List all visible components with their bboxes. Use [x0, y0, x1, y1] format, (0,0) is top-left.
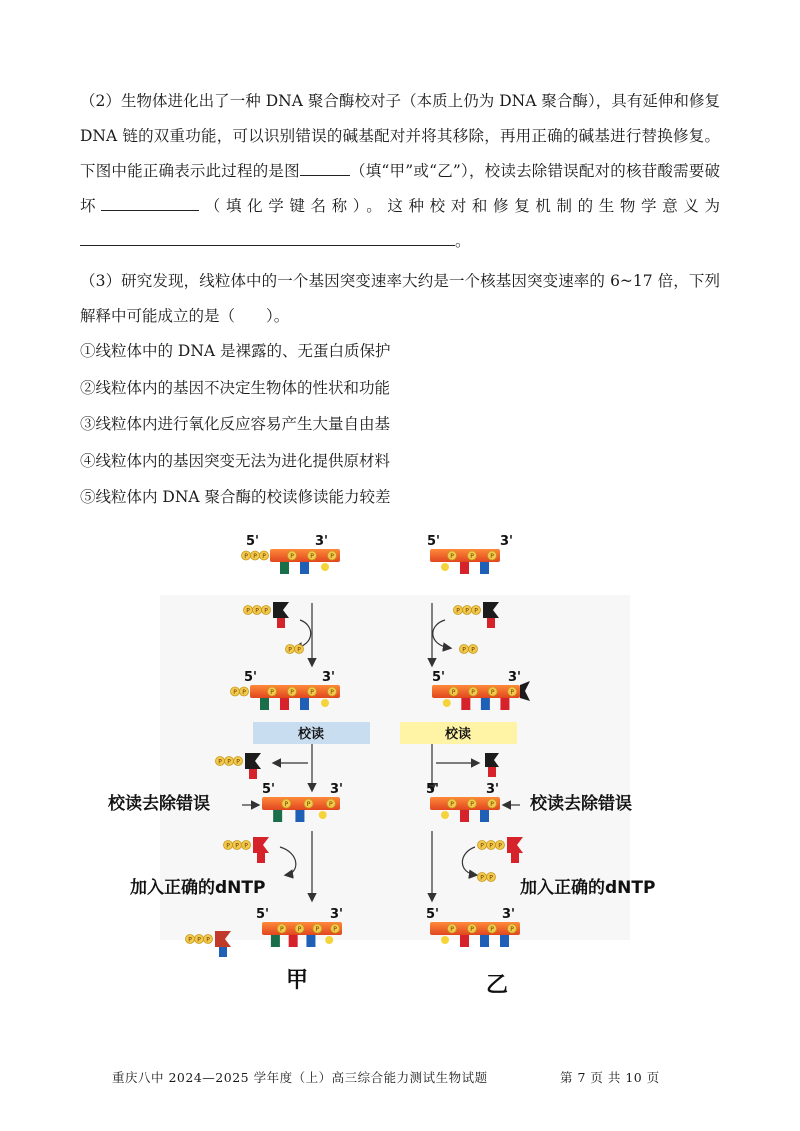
jia-proofread-label: 校读 — [297, 727, 325, 742]
jia-correct-nucleotide-p-0-label: P — [226, 842, 230, 850]
jia-top-3prime: 3' — [315, 534, 329, 549]
yi-bottom-5prime: 5' — [426, 907, 440, 922]
jia-top-strand-base-2 — [321, 563, 329, 571]
yi-top-strand-phosphate-0-label: P — [450, 553, 454, 560]
jia-step3-strand-base-0 — [273, 810, 282, 822]
jia-final-nucleotide-p-0-label: P — [188, 936, 192, 944]
jia-removed-nucleotide-p-1-label: P — [227, 758, 231, 766]
jia-step2-strand-lead-p-0-label: P — [242, 689, 246, 696]
yi-step3-5prime: 5' — [426, 782, 440, 797]
jia-correct-nucleotide-p-2-label: P — [244, 842, 248, 850]
yi-remove-error-label: 校读去除错误 — [530, 794, 632, 814]
jia-step2-strand-base-2 — [300, 698, 309, 710]
yi-step3-strand-phosphate-0-label: P — [450, 801, 454, 808]
jia-incoming-nucleotide-base — [277, 618, 285, 628]
jia-incoming-nucleotide-p-2-label: P — [264, 607, 268, 615]
footer-school: 重庆八中 2024—2025 学年度（上）高三综合能力测试生物试题 — [112, 1070, 488, 1085]
jia-remove-error-label: 校读去除错误 — [108, 794, 210, 814]
jia-incoming-nucleotide-p-0-label: P — [246, 607, 250, 615]
yi-top-strand-phosphate-1-label: P — [470, 553, 474, 560]
yi-step2-strand-phosphate-1-label: P — [471, 689, 475, 696]
yi-bottom-3prime: 3' — [502, 907, 516, 922]
jia-bottom-3prime: 3' — [330, 907, 344, 922]
yi-step3-3prime: 3' — [486, 782, 500, 797]
yi-step3-strand-phosphate-1-label: P — [470, 801, 474, 808]
yi-step2-strand-base-1 — [461, 698, 470, 710]
jia-top-strand-base-0 — [280, 562, 289, 574]
jia-bottom-strand-phosphate-2-label: P — [315, 926, 320, 933]
answer-blank-significance[interactable] — [80, 231, 455, 246]
yi-step3-strand-base-0 — [441, 811, 449, 819]
question-3-intro: （3）研究发现，线粒体中的一个基因突变速率大约是一个核基因突变速率的 6~17 倍，下列解释中可能成立的是（ ）。 — [80, 272, 720, 325]
jia-top-strand-lead-p-1-label: P — [253, 553, 257, 560]
option-3: ③线粒体内进行氧化反应容易产生大量自由基 — [80, 415, 391, 433]
jia-add-dntp-label: 加入正确的dNTP — [130, 878, 266, 898]
question-2 — [80, 84, 720, 259]
yi-bottom-strand-phosphate-2-label: P — [490, 926, 494, 933]
jia-final-nucleotide-base — [219, 947, 227, 957]
yi-step3-strand-phosphate-2-label: P — [490, 801, 494, 808]
option-4: ④线粒体内的基因突变无法为进化提供原材料 — [80, 452, 391, 470]
jia-step2-strand-base-1 — [280, 698, 289, 710]
yi-incoming-nucleotide-base — [487, 618, 495, 628]
yi-top-3prime: 3' — [500, 534, 514, 549]
yi-step2-strand-base-3 — [500, 698, 509, 710]
yi-released-pp-1-a-label: P — [462, 646, 466, 654]
option-2: ②线粒体内的基因不决定生物体的性状和功能 — [80, 379, 391, 397]
q2-text-1: （2）生物体进化出了一种 DNA 聚合酶校对子（本质上仍为 DNA 聚合酶），具有延伸和修复 DNA 链的双重功能，可以识别错误的碱基配对并将其移除，再用正确的碱基进行替换修复。下图中能正确表示此过程的是图 — [80, 92, 720, 180]
jia-released-pp-1-a-label: P — [288, 646, 292, 654]
footer-page-number: 第 7 页 共 10 页 — [560, 1070, 660, 1085]
yi-top-strand-base-1 — [460, 562, 469, 574]
answer-blank-bond[interactable] — [101, 196, 199, 211]
jia-step3-strand-base-2 — [319, 811, 327, 819]
jia-released-pp-1-b-label: P — [297, 646, 301, 654]
q2-text-2: （填“甲”或“乙”），校读去除错误配对的核苷酸需要破坏 — [80, 162, 720, 215]
yi-bottom-strand-base-1 — [460, 935, 469, 947]
jia-step3-strand-phosphate-0-label: P — [284, 801, 289, 808]
yi-correct-nucleotide-base — [511, 853, 519, 863]
yi-correct-nucleotide-p-2-label: P — [498, 842, 502, 850]
yi-top-strand-base-0 — [441, 563, 449, 571]
yi-step3-strand-base-1 — [460, 810, 469, 822]
jia-final-nucleotide-p-2-label: P — [206, 936, 210, 944]
yi-correct-nucleotide-p-0-label: P — [480, 842, 484, 850]
q2-text-3: （填化学键名称）。这种校对和修复机制的生物学意义为 — [199, 197, 720, 215]
jia-bottom-strand-base-1 — [289, 935, 298, 947]
yi-step2-strand-base-2 — [481, 698, 490, 710]
jia-bottom-strand-base-2 — [306, 935, 315, 947]
yi-bottom-strand-phosphate-1-label: P — [470, 926, 474, 933]
yi-top-5prime: 5' — [427, 534, 441, 549]
yi-bottom-strand-phosphate-0-label: P — [450, 926, 454, 933]
yi-incoming-nucleotide-p-2-label: P — [474, 607, 478, 615]
jia-step3-3prime: 3' — [330, 782, 344, 797]
jia-incoming-nucleotide-p-1-label: P — [255, 607, 259, 615]
jia-step2-strand-base-3 — [321, 699, 329, 707]
jia-final-nucleotide-p-1-label: P — [197, 936, 201, 944]
yi-proofread-label: 校读 — [444, 727, 472, 742]
jia-step2-strand-lead-p-1-label: P — [233, 689, 237, 696]
yi-released-pp-2-a-label: P — [480, 874, 484, 882]
jia-step2-strand-phosphate-1-label: P — [290, 689, 294, 696]
jia-removed-nucleotide-p-0-label: P — [218, 758, 222, 766]
yi-step2-strand-phosphate-2-label: P — [490, 689, 495, 696]
yi-step2-3prime: 3' — [508, 670, 522, 685]
yi-top-strand-base-2 — [480, 562, 489, 574]
jia-step3-strand-base-1 — [295, 810, 304, 822]
yi-label: 乙 — [486, 973, 509, 998]
jia-step3-strand-phosphate-2-label: P — [329, 801, 333, 808]
jia-top-strand-lead-p-0-label: P — [262, 553, 266, 560]
jia-step2-3prime: 3' — [322, 670, 336, 685]
jia-step3-5prime: 5' — [262, 782, 276, 797]
jia-correct-nucleotide-p-1-label: P — [235, 842, 239, 850]
yi-removed-base — [488, 767, 496, 777]
jia-bottom-strand-base-0 — [271, 935, 280, 947]
jia-top-strand-base-1 — [300, 562, 309, 574]
jia-bottom-5prime: 5' — [256, 907, 270, 922]
jia-bottom-strand-phosphate-1-label: P — [297, 926, 302, 933]
yi-step2-strand-base-0 — [443, 699, 451, 707]
yi-incoming-nucleotide-p-1-label: P — [465, 607, 469, 615]
yi-bottom-strand-base-3 — [500, 935, 509, 947]
jia-step2-strand-phosphate-2-label: P — [310, 689, 314, 696]
yi-step2-strand-phosphate-3-label: P — [510, 689, 515, 696]
jia-bottom-strand-base-3 — [325, 936, 333, 944]
yi-released-pp-1-b-label: P — [471, 646, 475, 654]
yi-incoming-nucleotide-p-0-label: P — [456, 607, 460, 615]
jia-top-strand-phosphate-0-label: P — [290, 553, 294, 560]
q2-text-4: 。 — [455, 232, 471, 250]
answer-blank-figure[interactable] — [300, 161, 350, 176]
jia-step3-strand-phosphate-1-label: P — [306, 801, 311, 808]
jia-top-strand-phosphate-1-label: P — [310, 553, 314, 560]
yi-add-dntp-label: 加入正确的dNTP — [520, 878, 656, 898]
jia-removed-nucleotide-base — [249, 769, 257, 779]
jia-step2-strand-phosphate-0-label: P — [270, 689, 274, 696]
yi-step3-strand-base-2 — [480, 810, 489, 822]
yi-correct-nucleotide-p-1-label: P — [489, 842, 493, 850]
jia-top-strand-lead-p-2-label: P — [244, 553, 248, 560]
option-5: ⑤线粒体内 DNA 聚合酶的校读修读能力较差 — [80, 488, 391, 506]
yi-bottom-strand-base-0 — [441, 936, 449, 944]
jia-removed-nucleotide-p-2-label: P — [236, 758, 240, 766]
yi-step2-strand-phosphate-0-label: P — [451, 689, 456, 696]
yi-released-pp-2-b-label: P — [489, 874, 493, 882]
yi-bottom-strand-base-2 — [480, 935, 489, 947]
jia-bottom-strand-phosphate-0-label: P — [279, 926, 284, 933]
dna-proofreading-figure — [90, 525, 710, 1005]
jia-top-strand-phosphate-2-label: P — [330, 553, 334, 560]
yi-step2-5prime: 5' — [432, 670, 446, 685]
jia-correct-nucleotide-base — [257, 853, 265, 863]
option-1: ①线粒体中的 DNA 是裸露的、无蛋白质保护 — [80, 342, 391, 360]
jia-top-5prime: 5' — [246, 534, 260, 549]
jia-bottom-strand-phosphate-3-label: P — [333, 926, 337, 933]
jia-step2-strand-base-0 — [260, 698, 269, 710]
jia-step2-strand-phosphate-3-label: P — [330, 689, 334, 696]
yi-bottom-strand-phosphate-3-label: P — [510, 926, 514, 933]
jia-step2-5prime: 5' — [244, 670, 258, 685]
jia-label: 甲 — [286, 968, 309, 993]
yi-top-strand-phosphate-2-label: P — [490, 553, 494, 560]
